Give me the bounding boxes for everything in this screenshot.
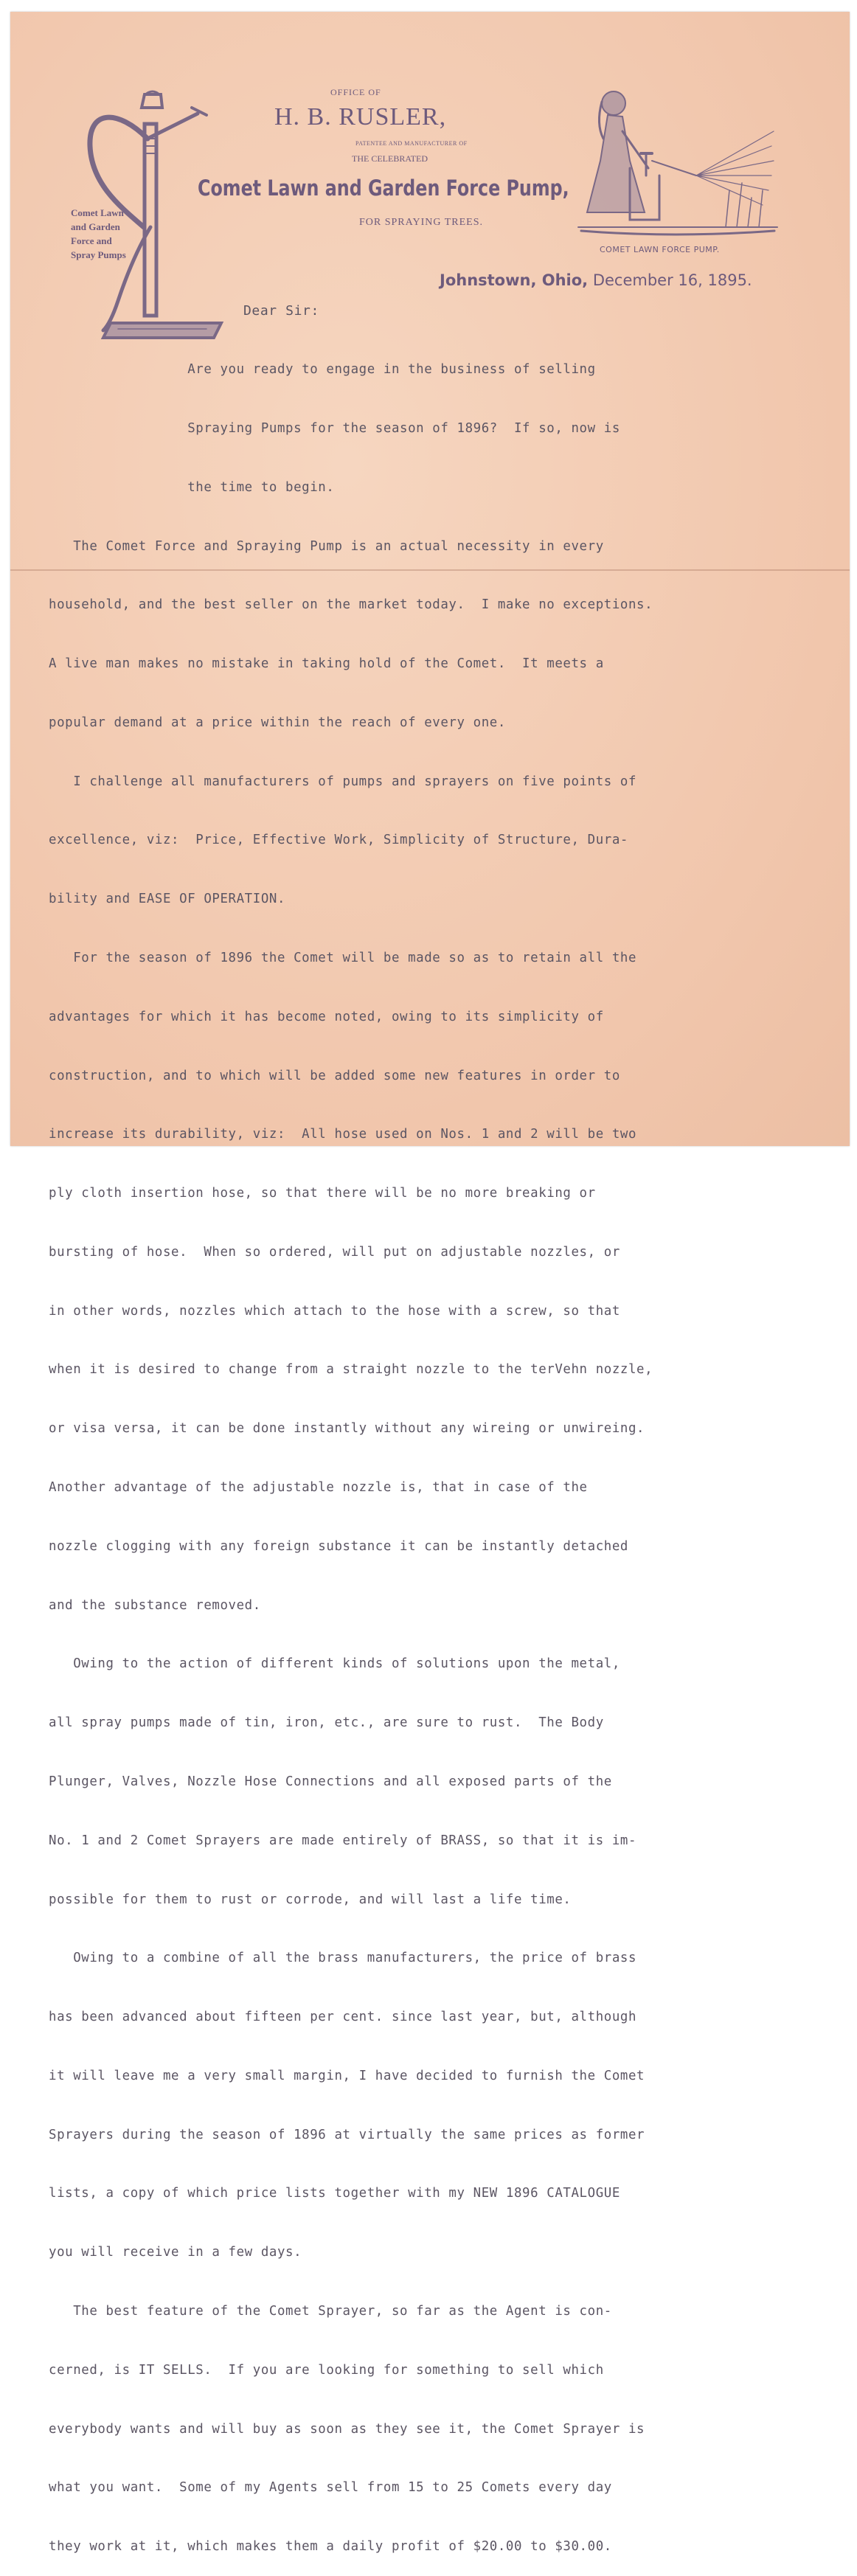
body-line: Are you ready to engage in the business of selling	[49, 362, 596, 378]
body-line: The Comet Force and Spraying Pump is an actual necessity in every	[49, 538, 604, 554]
body-line: in other words, nozzles which attach to the hose with a screw, so that	[49, 1303, 620, 1319]
body-line: For the season of 1896 the Comet will be made so as to retain all the	[49, 951, 637, 965]
body-line: when it is desired to change from a straight nozzle to the terVehn nozzle,	[49, 1362, 653, 1378]
body-line: has been advanced about fifteen per cent. since last year, but, although	[49, 2010, 637, 2025]
dateline	[440, 271, 752, 289]
side-caption-line: Spray Pumps	[71, 249, 126, 260]
body-line: Spraying Pumps for the season of 1896? If so, now is	[49, 420, 620, 436]
illustration-caption: COMET LAWN FORCE PUMP.	[600, 245, 720, 254]
body-line: I challenge all manufacturers of pumps and sprayers on five points of	[49, 774, 637, 789]
body-line: possible for them to rust or corrode, and will last a life time.	[49, 1892, 572, 1907]
body-line: popular demand at a price within the reach of every one.	[49, 715, 506, 730]
patentee-label: PATENTEE AND MANUFACTURER OF	[355, 140, 468, 147]
body-line: excellence, viz: Price, Effective Work, Simplicity of Structure, Dura-	[49, 833, 628, 848]
product-title: Comet Lawn and Garden Force Pump,	[198, 176, 569, 201]
body-line: No. 1 and 2 Comet Sprayers are made entirely of BRASS, so that it is im-	[49, 1833, 637, 1848]
body-line: all spray pumps made of tin, iron, etc., are sure to rust. The Body	[49, 1715, 604, 1731]
body-line: everybody wants and will buy as soon as they see it, the Comet Sprayer is	[49, 2421, 645, 2437]
body-line: what you want. Some of my Agents sell from 15 to 25 Comets every day	[49, 2480, 612, 2496]
body-line: you will receive in a few days.	[49, 2245, 302, 2260]
side-caption	[71, 206, 126, 262]
letter-body	[49, 321, 653, 2576]
body-line: household, and the best seller on the market today. I make no exceptions.	[49, 597, 653, 613]
salutation: Dear Sir:	[243, 303, 319, 319]
body-line: bursting of hose. When so ordered, will put on adjustable nozzles, or	[49, 1244, 620, 1260]
girl-pump-illustration	[578, 80, 777, 243]
body-line: and the substance removed.	[49, 1597, 261, 1613]
body-line: ply cloth insertion hose, so that there will be no more breaking or	[49, 1186, 596, 1201]
celebrated-label: THE CELEBRATED	[352, 153, 428, 164]
side-caption-line: Comet Lawn	[71, 207, 124, 218]
body-line: they work at it, which makes them a daily profit of $20.00 to $30.00.	[49, 2539, 612, 2555]
body-line: cerned, is IT SELLS. If you are looking for something to sell which	[49, 2362, 604, 2378]
dateline-city: Johnstown, Ohio,	[440, 271, 589, 289]
body-line: it will leave me a very small margin, I have decided to furnish the Comet	[49, 2068, 645, 2083]
body-line: lists, a copy of which price lists together with my NEW 1896 CATALOGUE	[49, 2186, 620, 2201]
body-line: construction, and to which will be added some new features in order to	[49, 1068, 620, 1083]
body-line: increase its durability, viz: All hose used on Nos. 1 and 2 will be two	[49, 1127, 637, 1142]
body-line: Another advantage of the adjustable nozzle is, that in case of the	[49, 1480, 588, 1496]
body-line: the time to begin.	[49, 479, 335, 495]
sender-name: H. B. RUSLER,	[274, 103, 447, 131]
office-of-label: OFFICE OF	[330, 87, 381, 97]
body-line: A live man makes no mistake in taking hold of the Comet. It meets a	[49, 656, 604, 672]
body-line: nozzle clogging with any foreign substance it can be instantly detached	[49, 1538, 628, 1554]
for-spraying-label: FOR SPRAYING TREES.	[359, 217, 483, 228]
body-line: The best feature of the Comet Sprayer, so far as the Agent is con-	[49, 2303, 612, 2319]
body-line: Owing to a combine of all the brass manufacturers, the price of brass	[49, 1951, 637, 1966]
body-line: Plunger, Valves, Nozzle Hose Connections and all exposed parts of the	[49, 1774, 612, 1789]
body-line: bility and EASE OF OPERATION.	[49, 892, 286, 907]
side-caption-line: and Garden	[71, 221, 120, 232]
dateline-date: December 16, 1895.	[592, 271, 752, 289]
side-caption-line: Force and	[71, 235, 112, 246]
body-line: Sprayers during the season of 1896 at virtually the same prices as former	[49, 2127, 645, 2142]
body-line: or visa versa, it can be done instantly without any wireing or unwireing.	[49, 1421, 645, 1437]
body-line: Owing to the action of different kinds of solutions upon the metal,	[49, 1656, 620, 1672]
body-line: advantages for which it has become noted, owing to its simplicity of	[49, 1009, 604, 1024]
